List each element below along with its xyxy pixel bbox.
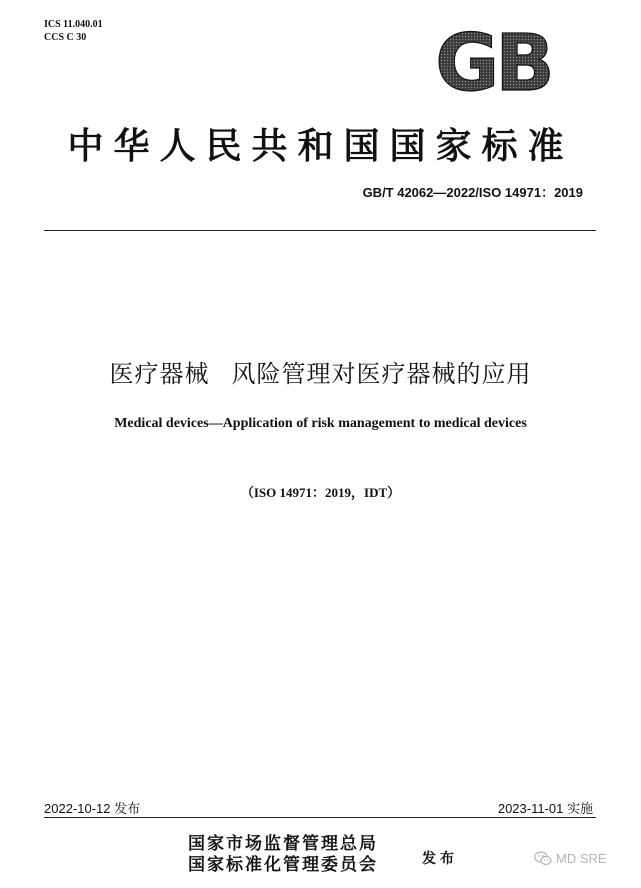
- wechat-icon: [534, 851, 552, 866]
- issuer-line-2: 国家标准化管理委员会: [188, 855, 378, 875]
- ccs-code: CCS C 30: [44, 32, 87, 43]
- classification-codes: [44, 18, 103, 44]
- top-divider: [44, 230, 596, 231]
- chinese-title: [0, 354, 641, 389]
- gb-logo-text: GB: [435, 26, 551, 98]
- chinese-title-part2: 风险管理对医疗器械的应用: [231, 360, 532, 388]
- release-date: 2022-10-12 发布: [44, 801, 141, 816]
- chinese-title-part1: 医疗器械: [109, 360, 210, 388]
- implementation-date: 2023-11-01 实施: [497, 801, 593, 816]
- issuer-line-1: 国家市场监督管理总局: [188, 834, 378, 854]
- national-standard-title: 中华人民共和国国家标准: [67, 125, 574, 167]
- bottom-divider: [44, 817, 596, 818]
- iso-reference: （ISO 14971：2019，IDT）: [240, 485, 401, 500]
- gb-logo: [428, 26, 558, 98]
- watermark-text: MD SRE: [556, 851, 607, 866]
- issuing-authorities: [188, 834, 378, 876]
- standard-number: GB/T 42062—2022/ISO 14971：2019: [362, 185, 583, 200]
- watermark: [534, 851, 607, 866]
- publish-label: 发布: [422, 851, 458, 867]
- ics-code: ICS 11.040.01: [44, 19, 103, 30]
- english-title: Medical devices—Application of risk management to medical devices: [114, 416, 527, 431]
